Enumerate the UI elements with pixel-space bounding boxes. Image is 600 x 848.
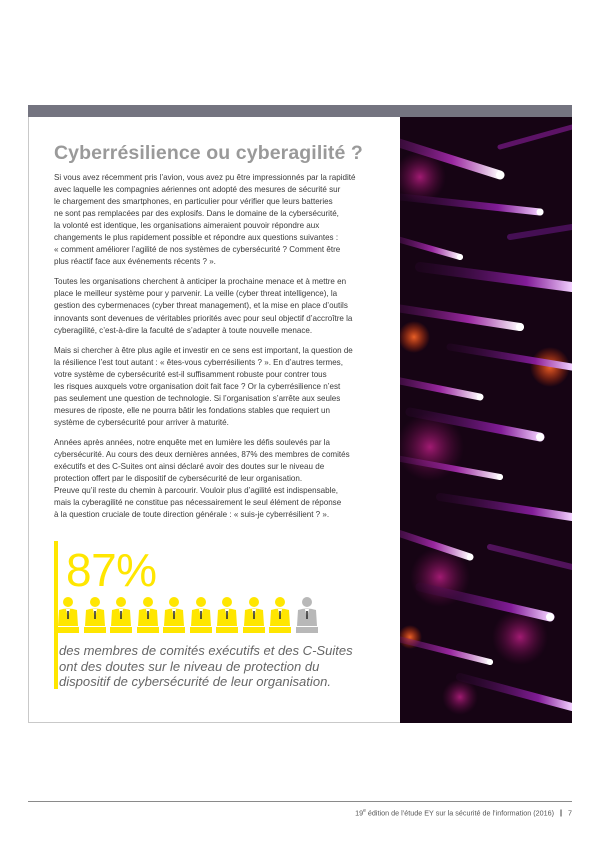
person-icon	[136, 596, 160, 634]
text-line: cyberagilité, c’est-à-dire la faculté de s’adapter à toute nouvelle menace.	[54, 325, 313, 335]
text-line: Toutes les organisations cherchent à anticiper la prochaine menace et à mettre en	[54, 277, 347, 287]
text-line: le chargement des smartphones, en particulier pour vérifier que leurs batteries	[54, 197, 333, 207]
paragraph-resilience	[54, 345, 394, 429]
text-line: place le meilleur système pour y parvenir. La veille (cyber threat intelligence), la	[54, 289, 338, 299]
footer-separator: |	[559, 808, 562, 818]
page-number: 7	[568, 808, 572, 818]
paragraph-agility	[54, 276, 394, 336]
paragraph-intro	[54, 172, 394, 268]
person-icon	[56, 596, 80, 634]
text-line: Preuve qu’il reste du chemin à parcourir. Vouloir plus d’agilité est indispensable,	[54, 486, 339, 496]
text-line: Années après années, notre enquête met en lumière les défis soulevés par la	[54, 437, 330, 447]
person-icon	[215, 596, 239, 634]
footer-edition-suffix: e	[363, 808, 366, 814]
header-band	[28, 105, 572, 117]
text-line: Mais si chercher à être plus agile et investir en ce sens est important, la question de	[54, 345, 353, 355]
page-footer	[355, 808, 572, 817]
footer-rule	[28, 801, 572, 802]
person-icon	[189, 596, 213, 634]
text-line: plus réactif face aux événements récents ? ».	[54, 257, 216, 267]
text-line: gestion des cybermenaces (cyber threat management), et la mise en place d’outils	[54, 301, 348, 311]
footer-edition-text: édition de l’étude EY sur la sécurité de l’information (2016)	[365, 808, 554, 818]
caption-line: dispositif de cybersécurité de leur organisation.	[59, 674, 331, 689]
person-icon	[162, 596, 186, 634]
text-line: la volonté est identique, les organisations aimeraient pouvoir répondre aux	[54, 221, 320, 231]
person-icon	[268, 596, 292, 634]
person-icon	[83, 596, 107, 634]
stat-value: 87%	[66, 544, 157, 596]
text-line: « comment améliorer l’agilité de nos systèmes de cybersécurité ? Comment être	[54, 245, 341, 255]
text-line: à la question cruciale de toute direction générale : « suis-je cyberrésilient ? ».	[54, 510, 330, 520]
person-icon	[295, 596, 319, 634]
cyber-fiber-photo	[400, 117, 572, 723]
text-line: votre système de cybersécurité est-il suffisamment robuste pour contrer tous	[54, 369, 327, 379]
paragraph-survey	[54, 437, 394, 521]
caption-line: des membres de comités exécutifs et des C-Suites	[59, 643, 353, 658]
text-line: innovants sont devenues de véritables priorités avec pour seul objectif d’accroître la	[54, 313, 353, 323]
text-line: les risques auxquels votre organisation doit fait face ? Or la cyberrésilience n’est	[54, 381, 341, 391]
text-line: système de cybersécurité pour arriver à maturité.	[54, 417, 229, 427]
people-pictogram	[56, 596, 318, 636]
text-line: protection offert par le dispositif de cybersécurité de leur organisation.	[54, 474, 303, 484]
text-line: pas seulement une question de technologie. Si l’organisation s’arrête aux seules	[54, 393, 341, 403]
page-title: Cyberrésilience ou cyberagilité ?	[54, 142, 363, 164]
stat-caption	[59, 643, 379, 690]
text-line: ne sont pas remplacées par des explosifs. Dans le domaine de la cybersécurité,	[54, 209, 339, 219]
text-line: mais la cyberagilité ne constitue pas nécessairement le seul élément de réponse	[54, 498, 342, 508]
text-line: avec laquelle les compagnies aériennes ont adopté des mesures de sécurité sur	[54, 185, 341, 195]
text-line: exécutifs et des C-Suites ont ainsi déclaré avoir des doutes sur le niveau de	[54, 462, 325, 472]
text-line: cybersécurité. Au cours des deux dernières années, 87% des membres de comités	[54, 449, 350, 459]
text-line: la résilience l’est tout autant : « êtes-vous cyberrésilients ? ». En d’autres termes,	[54, 357, 343, 367]
person-icon	[109, 596, 133, 634]
article-body	[54, 172, 394, 529]
footer-edition-number: 19	[355, 808, 364, 818]
person-icon	[242, 596, 266, 634]
text-line: Si vous avez récemment pris l’avion, vous avez pu être impressionnés par la rapidité	[54, 173, 356, 182]
text-line: changements le plus rapidement possible et répondre aux questions suivantes :	[54, 233, 339, 243]
text-line: mesures de riposte, elle ne pourra bâtir les fondations stables que requiert un	[54, 405, 330, 415]
caption-line: ont des doutes sur le niveau de protection du	[59, 658, 320, 674]
